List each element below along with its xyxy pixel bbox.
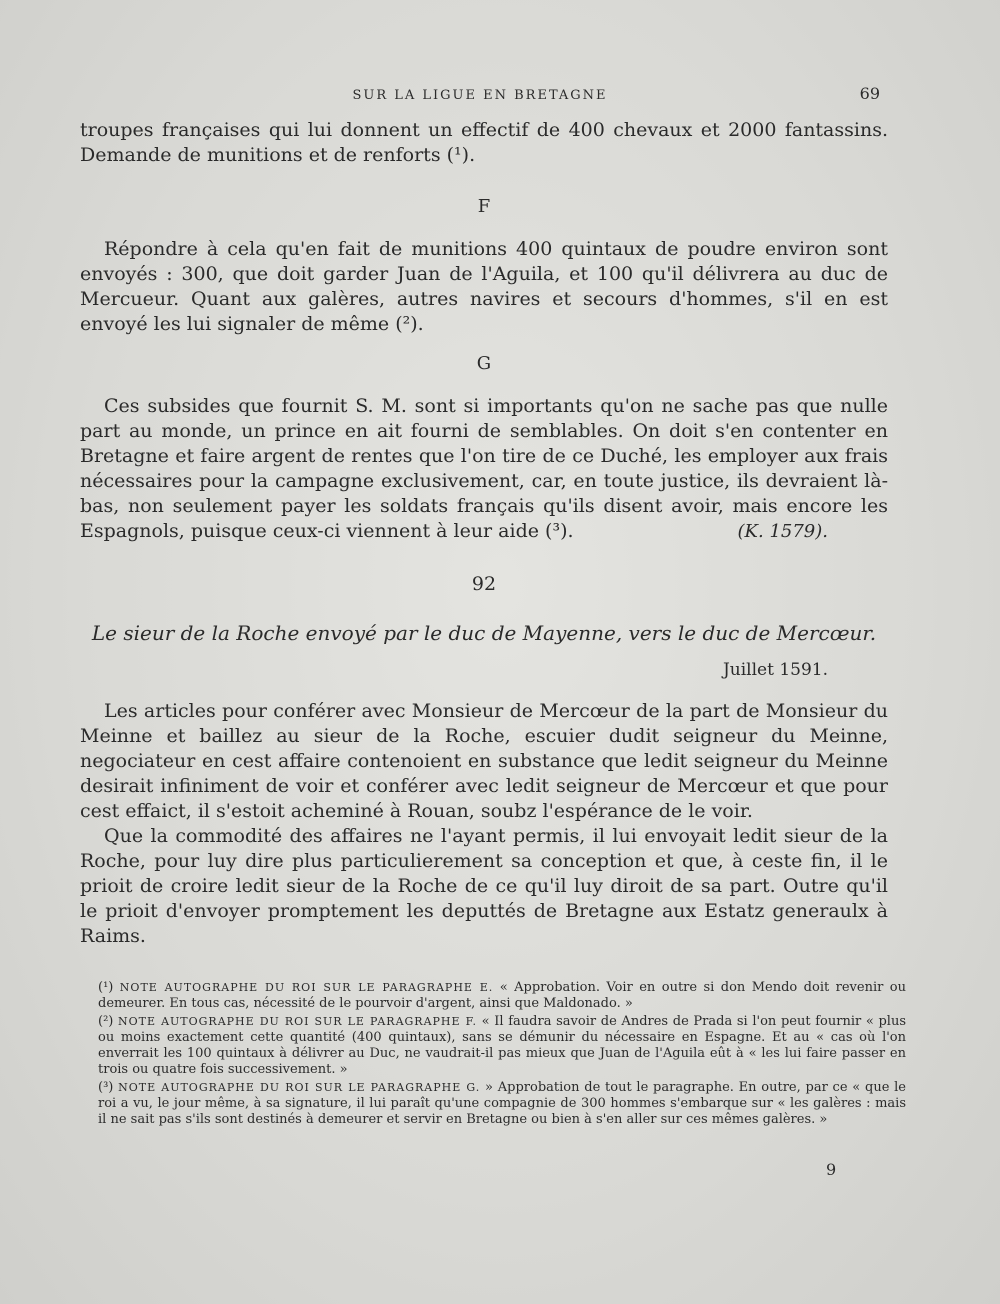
paragraph-1 (80, 118, 888, 168)
footnote-ref-1: (¹). (446, 144, 476, 166)
paragraph-4: Les articles pour conférer avec Monsieur de Mercœur de la part de Monsieur du Meinne et baillez au sieur de la Roche, escuier dudit seigneur du Meinne, negociateur en cest affaire contenoient en substance que ledit seigneur du Meinne desirait infiniment de voir et conférer avec ledit seigneur de Mercœur et que pour cest effaict, il s'estoit acheminé à Rouan, soubz l'espérance de le voir. (80, 700, 888, 822)
footnote-2-mark: (²) (98, 1014, 114, 1029)
page-number: 69 (859, 84, 880, 103)
footnote-2-label: NOTE AUTOGRAPHE DU ROI SUR LE PARAGRAPHE F. (118, 1015, 477, 1028)
footnote-1-text: « Approbation. Voir en outre si don Mendo doit revenir ou demeurer. En tous cas, nécessité de le pourvoir d'argent, ainsi que Maldonado. » (98, 980, 906, 1011)
footnote-ref-2: (²). (395, 313, 424, 335)
footnote-1-label: NOTE AUTOGRAPHE DU ROI SUR LE PARAGRAPHE E. (119, 981, 494, 994)
paragraph-1-text: troupes françaises qui lui donnent un effectif de 400 chevaux et 2000 fantassins. Demande de munitions et de renforts (80, 119, 888, 166)
footnote-1 (98, 980, 906, 1012)
section-letter-g: G (476, 353, 492, 374)
document-date: Juillet 1591. (722, 660, 828, 680)
footnotes (98, 980, 906, 1130)
paragraph-3 (80, 394, 888, 544)
footnote-3-text: » Approbation de tout le paragraphe. En outre, par ce « que le roi a vu, le jour même, à sa signature, il lui paraît qu'une compagnie de 300 hommes s'embarque sur « les galères : mais il ne sait pas s'ils sont destinés à demeurer et servir en Bretagne ou bien à s'en aller sur ces mêmes galères. » (98, 1080, 906, 1127)
signature-mark: 9 (826, 1160, 837, 1179)
archive-reference: (K. 1579). (737, 521, 828, 542)
document-number: 92 (471, 573, 497, 595)
footnote-3 (98, 1080, 906, 1128)
footnote-1-mark: (¹) (98, 980, 114, 995)
footnote-3-mark: (³) (98, 1080, 114, 1095)
footnote-2-text: « Il faudra savoir de Andres de Prada si l'on peut fournir « plus ou moins exactement cette quantité (400 quintaux), sans se démunir du nécessaire en Espagne. Et au « cas où l'on enverrait les 100 quintaux à délivrer au Duc, ne vaudrait-il pas mieux que Juan de l'Aguila eût à « les lui faire passer en trois ou quatre fois successivement. » (98, 1014, 906, 1077)
paragraph-2-text: Répondre à cela qu'en fait de munitions 400 quintaux de poudre environ sont envoyés : 300, que doit garder Juan de l'Aguila, et 100 qu'il délivrera au duc de Mercueur. Quant aux galères, autres navires et secours d'hommes, s'il en est envoyé les lui signaler de même (80, 238, 888, 335)
paragraph-2 (80, 237, 888, 337)
body-text (80, 118, 888, 949)
paragraph-3-text: Ces subsides que fournit S. M. sont si importants qu'on ne sache pas que nulle part au monde, un prince en ait fourni de semblables. On doit s'en contenter en Bretagne et faire argent de rentes que l'on tire de ce Duché, les employer aux frais nécessaires pour la campagne exclusivement, car, en toute justice, ils devraient là-bas, non seulement payer les soldats français qu'ils disent avoir, mais encore les Espagnols, puisque ceux-ci viennent à leur aide (80, 395, 888, 542)
paragraph-5: Que la commodité des affaires ne l'ayant permis, il lui envoyait ledit sieur de la Roche, pour luy dire plus particulierement sa conception et que, à ceste fin, il le prioit de croire ledit sieur de la Roche de ce qu'il luy diroit de sa part. Outre qu'il le prioit d'envoyer promptement les deputtés de Bretagne aux Estatz generaulx à Raims. (80, 825, 888, 947)
section-letter-f: F (477, 196, 491, 217)
page-header (80, 84, 880, 108)
footnote-ref-3: (³). (545, 520, 574, 542)
footnote-2 (98, 1014, 906, 1078)
document-title: Le sieur de la Roche envoyé par le duc de Mayenne, vers le duc de Mercœur. (91, 621, 877, 645)
running-head: SUR LA LIGUE EN BRETAGNE (352, 88, 608, 103)
footnote-3-label: NOTE AUTOGRAPHE DU ROI SUR LE PARAGRAPHE G. (118, 1081, 481, 1094)
